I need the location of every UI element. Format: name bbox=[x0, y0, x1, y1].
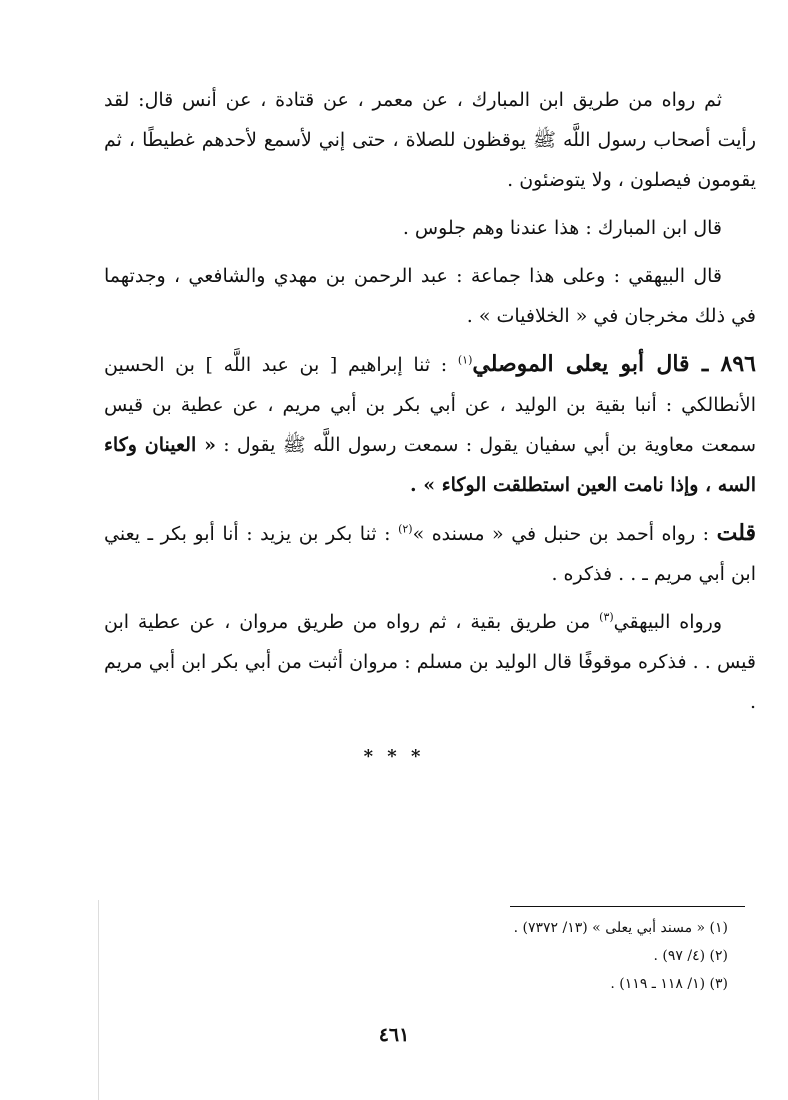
qultu-text-b: : ثنا بكر بن يزيد : أنا أبو بكر ـ يعني ابن أبي مريم ـ . . فذكره . bbox=[104, 523, 756, 585]
paragraph-6-text-b: من طريق بقية ، ثم رواه من طريق مروان ، عن عطية ابن قيس . . فذكره موقوفًا قال الوليد بن مسلم : مروان أثبت من أبي بكر ابن أبي مريم . bbox=[104, 611, 756, 713]
paragraph-6-text-a: ورواه البيهقي bbox=[613, 611, 723, 633]
paragraph-3-text: قال البيهقي : وعلى هذا جماعة : عبد الرحمن بن مهدي والشافعي ، وجدتهما في ذلك مخرجان في « الخلافيات » . bbox=[104, 265, 756, 327]
qultu-label: قلت bbox=[716, 520, 757, 546]
footnote-ref-3: (٣) bbox=[599, 610, 614, 624]
footnote-ref-2: (٢) bbox=[398, 522, 413, 536]
paragraph-1-text: ثم رواه من طريق ابن المبارك ، عن معمر ، عن قتادة ، عن أنس قال: لقد رأيت أصحاب رسول اللَّه ﷺ يوقظون للصلاة ، حتى إني لأسمع لأحدهم غطيطًا ، ثم يقومون فيصلون ، ولا يتوضئون . bbox=[104, 89, 756, 191]
footnote-divider bbox=[510, 906, 745, 907]
paragraph-qultu bbox=[104, 513, 756, 594]
footnote-ref-1: (١) bbox=[457, 353, 473, 367]
hadith-entry-896 bbox=[104, 344, 756, 505]
paragraph-2 bbox=[104, 208, 756, 248]
entry-hadith-text: « العينان وكاء السه ، وإذا نامت العين استطلقت الوكاء » . bbox=[104, 434, 756, 496]
qultu-text-a: : رواه أحمد بن حنبل في « مسنده » bbox=[412, 523, 710, 545]
footnotes bbox=[300, 914, 728, 998]
main-text bbox=[104, 80, 756, 730]
entry-heading: ٨٩٦ ـ قال أبو يعلى الموصلي bbox=[472, 351, 756, 377]
paragraph-3 bbox=[104, 256, 756, 336]
entry-isnad: : ثنا إبراهيم [ بن عبد اللَّه ] بن الحسين الأنطالكي : أنبا بقية بن الوليد ، عن أبي بكر بن أبي مريم ، عن عطية بن قيس سمعت معاوية بن أبي سفيان يقول : سمعت رسول اللَّه ﷺ يقول : bbox=[104, 354, 756, 456]
paragraph-6 bbox=[104, 602, 756, 722]
paragraph-2-text: قال ابن المبارك : هذا عندنا وهم جلوس . bbox=[402, 217, 722, 239]
footnote-1: (١) « مسند أبي يعلى » (١٣/ ٧٣٧٢) . bbox=[513, 920, 728, 936]
section-separator: * * * bbox=[363, 746, 425, 767]
scan-margin-line bbox=[98, 900, 99, 1100]
page-number: ٤٦١ bbox=[378, 1024, 410, 1046]
footnote-2: (٢) (٤/ ٩٧) . bbox=[653, 948, 728, 964]
footnote-3: (٣) (١/ ١١٨ ـ ١١٩) . bbox=[610, 976, 728, 992]
paragraph-1 bbox=[104, 80, 756, 200]
